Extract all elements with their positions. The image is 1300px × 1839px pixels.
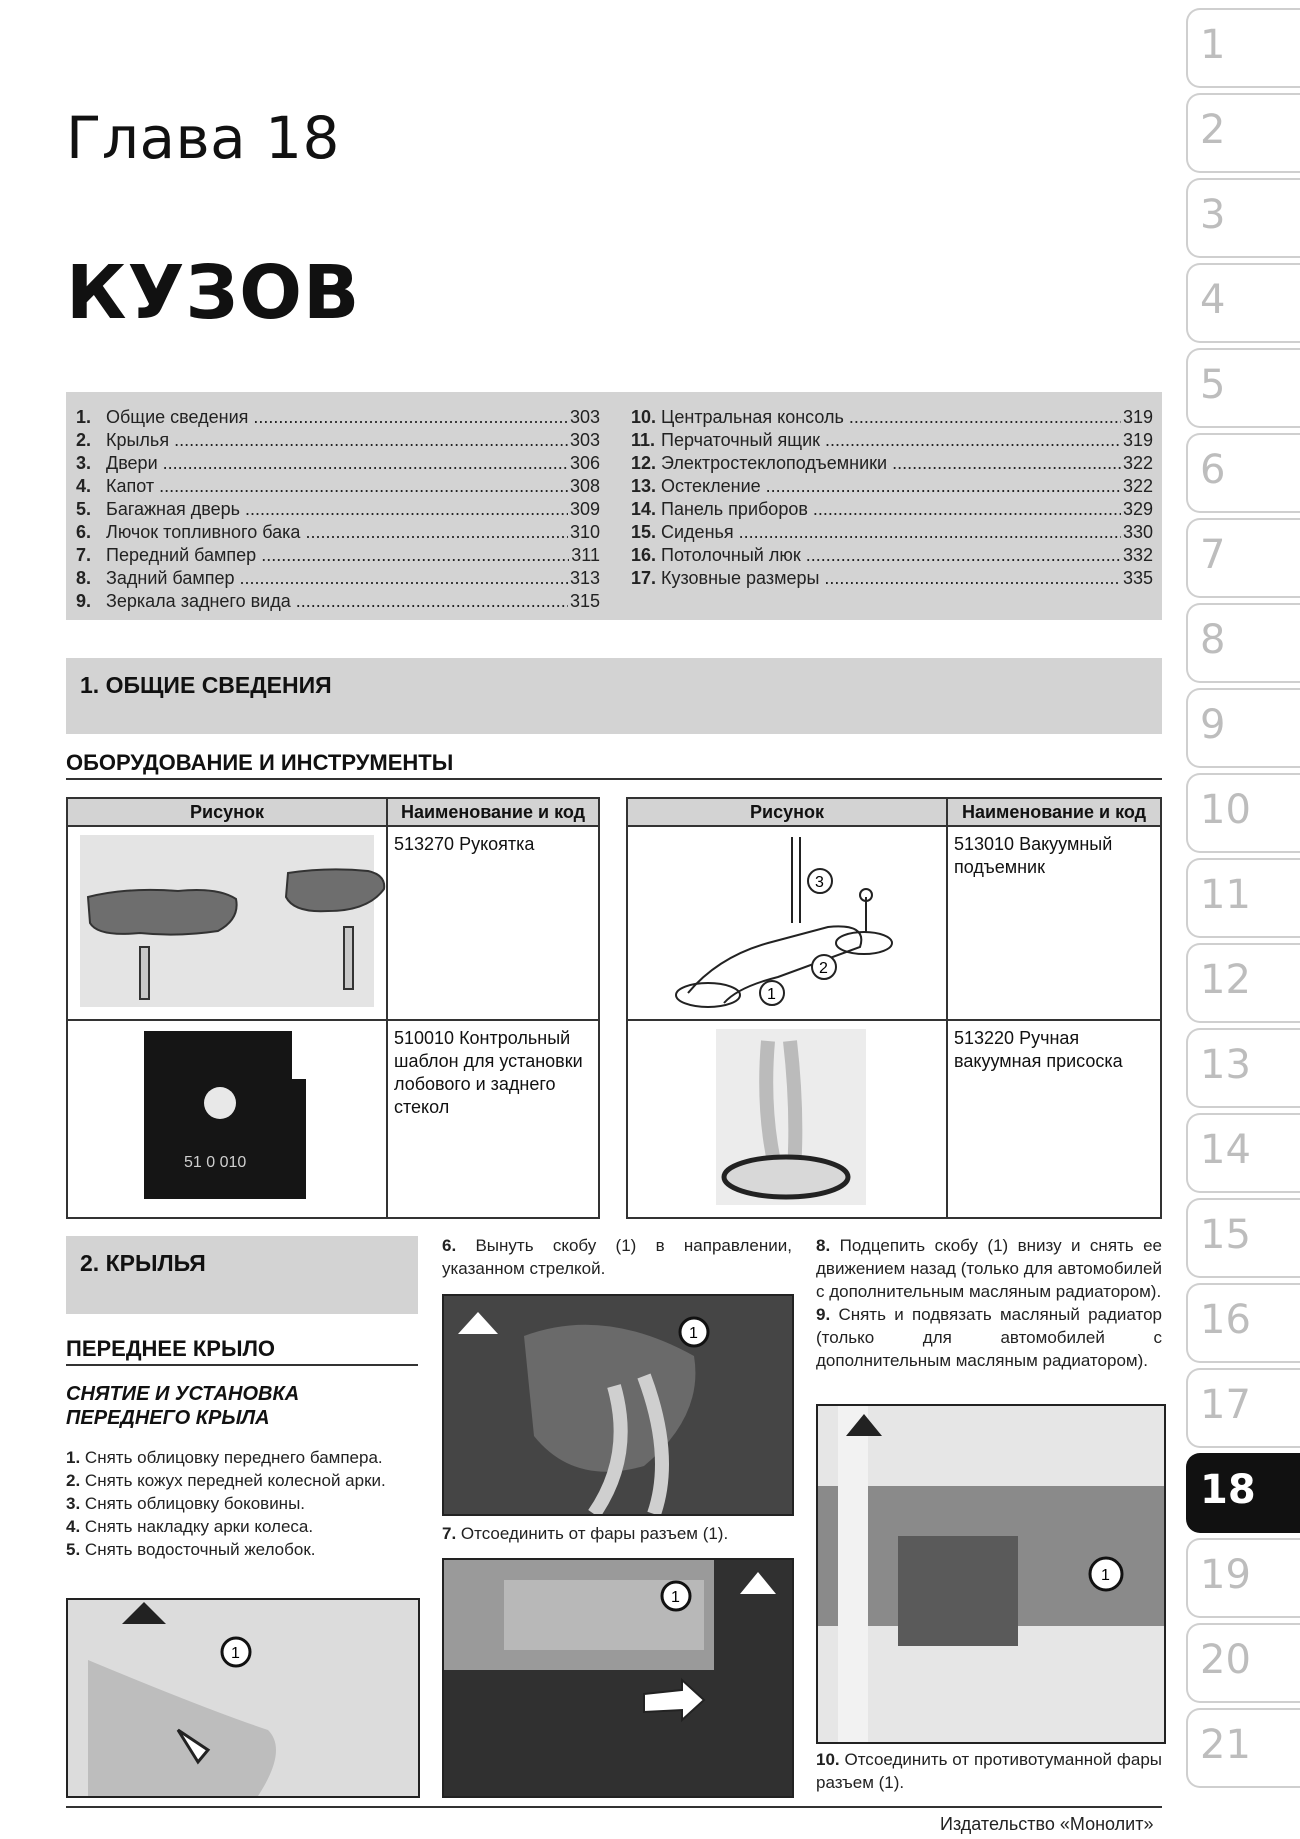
toc-item[interactable] <box>76 498 600 521</box>
section-1-bar <box>66 658 1162 734</box>
toc-item[interactable] <box>76 590 600 613</box>
section-2-bar <box>66 1236 418 1314</box>
toc-item-title: Багажная дверь ..... <box>106 498 568 521</box>
toc-item[interactable] <box>76 406 600 429</box>
toc-item-number: 11. <box>631 430 656 450</box>
steps-list-left <box>66 1446 418 1561</box>
chapter-tab-21[interactable]: 21 <box>1186 1708 1300 1788</box>
toc-item-number: 9. <box>76 591 92 611</box>
toc-item-title: Потолочный люк ..... <box>661 544 1121 567</box>
chapter-tab-13[interactable]: 13 <box>1186 1028 1300 1108</box>
photo-step-6 <box>442 1294 794 1516</box>
toc-item-number: 10. <box>631 407 657 427</box>
toc-item[interactable] <box>631 429 1153 452</box>
heading-rule <box>66 778 1162 780</box>
toc-item-page: 308 <box>569 476 600 496</box>
suction-cup-image <box>628 1021 946 1211</box>
template-code: 51 0 010 <box>184 1154 247 1171</box>
template-picture <box>67 1020 387 1218</box>
step-7: 7. Отсоединить от фары разъем (1). <box>442 1524 729 1543</box>
vacuum-lifter-picture <box>627 826 947 1020</box>
toc-item-title: Электростеклоподъемники ..... <box>661 452 1121 475</box>
photo-fender <box>66 1598 420 1798</box>
step-item: 3. Снять облицовку боковины. <box>66 1494 306 1513</box>
toc-item-number: 6. <box>76 522 92 542</box>
toc-item-number: 16. <box>631 545 657 565</box>
toc-item-page: 311 <box>571 545 600 565</box>
photo-callout: 1 <box>231 1645 240 1662</box>
toc-item[interactable] <box>631 452 1153 475</box>
chapter-tab-18[interactable]: 18 <box>1186 1453 1300 1533</box>
toc-item-number: 2. <box>76 430 92 450</box>
chapter-number: Глава 18 <box>66 104 340 172</box>
toc-item-number: 5. <box>76 499 92 519</box>
step-item: 4. Снять накладку арки колеса. <box>66 1517 314 1536</box>
step-10: 10. Отсоединить от противотуманной фары разъем (1). <box>816 1750 1162 1792</box>
toc-item-title: Двери ..... <box>106 452 568 475</box>
suction-cup-picture <box>627 1020 947 1218</box>
chapter-tab-6[interactable]: 6 <box>1186 433 1300 513</box>
chapter-tab-14[interactable]: 14 <box>1186 1113 1300 1193</box>
toc-item-number: 7. <box>76 545 92 565</box>
fender-heading-rule <box>66 1364 418 1366</box>
toc-item-title: Перчаточный ящик ..... <box>661 429 1121 452</box>
chapter-tab-15[interactable]: 15 <box>1186 1198 1300 1278</box>
step-9: 9. Снять и подвязать масляный радиатор (только для автомобилей с дополнительным масляным радиатором). <box>816 1305 1162 1370</box>
toc-item[interactable] <box>76 521 600 544</box>
toc-item-title: Сиденья ..... <box>661 521 1121 544</box>
toc-item[interactable] <box>631 475 1153 498</box>
toc-item-page: 309 <box>569 499 600 519</box>
suction-cup-name: 513220 Ручная вакуумная присоска <box>947 1020 1161 1218</box>
handle-picture <box>67 826 387 1020</box>
toc-item[interactable] <box>76 429 600 452</box>
col-name-header: Наименование и код <box>387 798 599 826</box>
chapter-tab-5[interactable]: 5 <box>1186 348 1300 428</box>
t-handles-image <box>68 827 386 1013</box>
publisher-footer: Издательство «Монолит» <box>940 1814 1154 1834</box>
toc-item-page: 313 <box>569 568 600 588</box>
toc-item-number: 15. <box>631 522 657 542</box>
step-item: 2. Снять кожух передней колесной арки. <box>66 1471 386 1490</box>
chapter-tab-4[interactable]: 4 <box>1186 263 1300 343</box>
photo-callout: 1 <box>689 1325 698 1342</box>
toc-item-page: 322 <box>1122 476 1153 496</box>
toc-item[interactable] <box>631 498 1153 521</box>
chapter-tab-12[interactable]: 12 <box>1186 943 1300 1023</box>
toc-item-number: 13. <box>631 476 657 496</box>
footer-rule <box>66 1806 1162 1808</box>
chapter-tab-20[interactable]: 20 <box>1186 1623 1300 1703</box>
toc-item-title: Центральная консоль ..... <box>661 406 1121 429</box>
toc-item-number: 17. <box>631 568 657 588</box>
toc-item-number: 3. <box>76 453 92 473</box>
chapter-tab-19[interactable]: 19 <box>1186 1538 1300 1618</box>
photo-step-7 <box>442 1558 794 1798</box>
photo-callout: 1 <box>1101 1567 1110 1584</box>
chapter-tab-10[interactable]: 10 <box>1186 773 1300 853</box>
toc-item-page: 310 <box>569 522 600 542</box>
vacuum-lifter-drawing <box>628 827 946 1013</box>
toc-item-page: 332 <box>1122 545 1153 565</box>
callout-1: 1 <box>767 986 776 1003</box>
toc-item-page: 319 <box>1122 407 1153 427</box>
template-name: 510010 Контрольный шаблон для установки лобового и заднего стекол <box>387 1020 599 1218</box>
chapter-tab-11[interactable]: 11 <box>1186 858 1300 938</box>
col-name-header-right: Наименование и код <box>947 798 1161 826</box>
toc-item-page: 335 <box>1122 568 1153 588</box>
toc-item-title: Крылья ..... <box>106 429 568 452</box>
toc-item-page: 306 <box>569 453 600 473</box>
toc-item-number: 14. <box>631 499 657 519</box>
toc-item[interactable] <box>631 406 1153 429</box>
toc-column-right <box>631 406 1153 590</box>
toc-item-title: Зеркала заднего вида ..... <box>106 590 568 613</box>
toc-item[interactable] <box>76 452 600 475</box>
callout-2: 2 <box>819 960 828 977</box>
chapter-title: КУЗОВ <box>66 250 361 336</box>
chapter-tab-8[interactable]: 8 <box>1186 603 1300 683</box>
toc-item[interactable] <box>76 544 600 567</box>
photo-step-8 <box>816 1404 1166 1744</box>
toc-item[interactable] <box>76 475 600 498</box>
toc-item-page: 303 <box>569 430 600 450</box>
equipment-heading: ОБОРУДОВАНИЕ И ИНСТРУМЕНТЫ <box>66 750 454 775</box>
tools-table-left <box>66 797 600 1219</box>
toc-item-page: 330 <box>1122 522 1153 542</box>
chapter-tab-16[interactable]: 16 <box>1186 1283 1300 1363</box>
callout-3: 3 <box>815 874 824 891</box>
toc-item-title: Общие сведения ..... <box>106 406 568 429</box>
col-picture-header: Рисунок <box>67 798 387 826</box>
toc-item-number: 1. <box>76 407 92 427</box>
toc-item-page: 315 <box>569 591 600 611</box>
chapter-tab-3[interactable]: 3 <box>1186 178 1300 258</box>
toc-column-left <box>76 406 600 613</box>
front-fender-heading: ПЕРЕДНЕЕ КРЫЛО <box>66 1336 276 1361</box>
chapter-tab-17[interactable]: 17 <box>1186 1368 1300 1448</box>
toc-item-page: 303 <box>569 407 600 427</box>
glass-template-image <box>68 1021 386 1211</box>
photo-callout: 1 <box>671 1589 680 1606</box>
removal-subheading: СНЯТИЕ И УСТАНОВКА ПЕРЕДНЕГО КРЫЛА <box>66 1383 300 1429</box>
step-item: 5. Снять водосточный желобок. <box>66 1540 316 1559</box>
toc-item-number: 4. <box>76 476 92 496</box>
toc-item-title: Задний бампер ..... <box>106 567 568 590</box>
section-2-title: 2. КРЫЛЬЯ <box>80 1250 206 1276</box>
toc-item-title: Кузовные размеры ..... <box>661 567 1121 590</box>
toc-item[interactable] <box>631 567 1153 590</box>
toc-item-title: Остекление ..... <box>661 475 1121 498</box>
toc-item-page: 329 <box>1122 499 1153 519</box>
step-8: 8. Подцепить скобу (1) внизу и снять ее движением назад (только для автомобилей с дополнительным масляным радиатором). <box>816 1236 1162 1301</box>
col-picture-header-right: Рисунок <box>627 798 947 826</box>
section-1-title: 1. ОБЩИЕ СВЕДЕНИЯ <box>80 672 332 698</box>
chapter-tab-9[interactable]: 9 <box>1186 688 1300 768</box>
toc-item-title: Передний бампер ..... <box>106 544 569 567</box>
vacuum-lifter-name: 513010 Вакуумный подъемник <box>947 826 1161 1020</box>
chapter-tab-1[interactable]: 1 <box>1186 8 1300 88</box>
toc-item-title: Панель приборов ..... <box>661 498 1121 521</box>
toc-item-title: Лючок топливного бака ..... <box>106 521 568 544</box>
toc-item-number: 12. <box>631 453 657 473</box>
table-of-contents <box>66 392 1162 620</box>
step-item: 1. Снять облицовку переднего бампера. <box>66 1448 383 1467</box>
handle-name: 513270 Рукоятка <box>387 826 599 1020</box>
tools-table-right <box>626 797 1162 1219</box>
toc-item[interactable] <box>76 567 600 590</box>
chapter-tab-2[interactable]: 2 <box>1186 93 1300 173</box>
toc-item[interactable] <box>631 544 1153 567</box>
step-8-9 <box>816 1234 1162 1372</box>
toc-item-number: 8. <box>76 568 92 588</box>
chapter-tab-7[interactable]: 7 <box>1186 518 1300 598</box>
toc-item-title: Капот ..... <box>106 475 568 498</box>
toc-item[interactable] <box>631 521 1153 544</box>
toc-item-page: 319 <box>1122 430 1153 450</box>
toc-item-page: 322 <box>1122 453 1153 473</box>
step-6: 6. Вынуть скобу (1) в направлении, указанном стрелкой. <box>442 1236 792 1278</box>
